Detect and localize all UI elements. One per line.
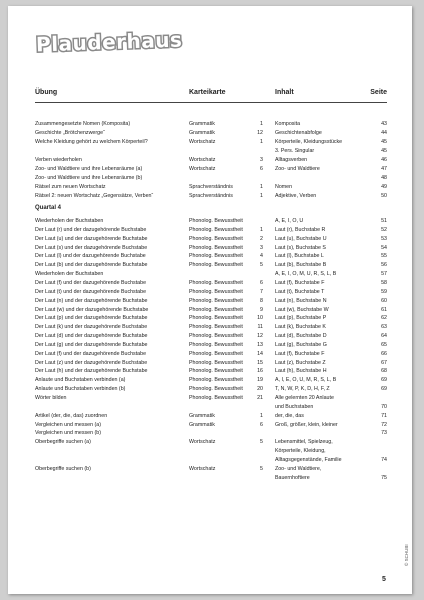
cell-ubung: Der Laut (f) und der dazugehörende Buchstabe — [35, 279, 147, 286]
header-seite: Seite — [370, 89, 387, 96]
cell-karteikarte: Phonolog. Bewusstheit — [189, 226, 243, 233]
cell-karteikarte: Phonolog. Bewusstheit — [189, 253, 243, 260]
plauderhaus-logo — [32, 27, 183, 57]
cell-karteikarte: Grammatik — [189, 121, 215, 127]
cell-inhalt: Laut (u), Buchstabe U — [275, 235, 327, 242]
cell-card-number: 15 — [257, 359, 263, 366]
cell-karteikarte: Wortschatz — [189, 157, 216, 163]
cell-ubung: Wiederholen der Buchstaben — [35, 218, 104, 224]
table-row — [35, 359, 387, 368]
cell-inhalt: der, die, das — [275, 412, 304, 419]
cell-card-number: 1 — [260, 226, 263, 233]
cell-seite: 48 — [381, 175, 387, 181]
table-row — [35, 350, 387, 359]
cell-seite: 59 — [381, 288, 387, 295]
table-row — [35, 261, 387, 270]
document-page — [8, 6, 412, 594]
cell-inhalt: Laut (w), Buchstabe W — [275, 306, 329, 313]
cell-seite: 46 — [381, 157, 387, 163]
table-row — [35, 244, 387, 253]
cell-inhalt: Laut (r), Buchstabe R — [275, 226, 326, 233]
cell-inhalt: Laut (k), Buchstabe K — [275, 324, 326, 331]
table-row — [35, 367, 387, 376]
cell-inhalt: Groß, größer, klein, kleiner — [275, 421, 338, 428]
table-row — [35, 147, 387, 156]
cell-inhalt: Körperteile, Kleidung, — [275, 448, 326, 455]
cell-seite: 67 — [381, 359, 387, 366]
cell-ubung: Der Laut (u) und der dazugehörende Buchstabe — [35, 235, 148, 242]
cell-karteikarte: Phonolog. Bewusstheit — [189, 386, 243, 393]
cell-seite: 51 — [381, 218, 387, 224]
table-row — [35, 341, 387, 350]
cell-ubung: Der Laut (n) und der dazugehörende Buchstabe — [35, 297, 148, 304]
cell-ubung: Der Laut (k) und der dazugehörende Buchstabe — [35, 324, 148, 331]
cell-seite: 73 — [381, 430, 387, 437]
cell-inhalt: Geschichtenabfolge — [275, 130, 322, 136]
table-row — [35, 438, 387, 447]
cell-ubung: Wiederholen der Buchstaben — [35, 271, 104, 278]
cell-seite: 74 — [381, 456, 387, 463]
cell-inhalt: Adjektive, Verben — [275, 193, 317, 199]
cell-card-number: 12 — [257, 333, 263, 340]
cell-seite: 45 — [381, 148, 387, 154]
cell-ubung: Der Laut (z) und der dazugehörende Buchstabe — [35, 359, 148, 366]
cell-card-number: 1 — [260, 121, 263, 127]
cell-inhalt: Laut (g), Buchstabe G — [275, 341, 327, 348]
cell-seite: 70 — [381, 403, 387, 410]
cell-inhalt: Laut (t), Buchstabe T — [275, 288, 325, 295]
logo-text: Plauderhaus — [35, 27, 183, 57]
table-row — [35, 138, 387, 147]
cell-ubung: Der Laut (p) und der dazugehörende Buchstabe — [35, 315, 148, 322]
cell-card-number: 11 — [257, 324, 263, 331]
cell-card-number: 1 — [260, 193, 263, 199]
cell-karteikarte: Phonolog. Bewusstheit — [189, 350, 243, 357]
cell-ubung: Der Laut (t) und der dazugehörende Buchstabe — [35, 288, 147, 295]
cell-ubung: Artikel (der, die, das) zuordnen — [35, 412, 108, 419]
cell-karteikarte: Sprachverständnis — [189, 184, 233, 190]
cell-seite: 64 — [381, 333, 387, 340]
cell-seite: 69 — [381, 377, 387, 384]
cell-card-number: 21 — [257, 395, 263, 401]
cell-ubung: Wörter bilden — [35, 395, 67, 401]
table-row — [35, 235, 387, 244]
cell-seite: 50 — [381, 193, 387, 199]
cell-card-number: 3 — [260, 244, 263, 251]
cell-card-number: 12 — [257, 130, 263, 136]
table-row — [35, 412, 387, 421]
cell-karteikarte: Phonolog. Bewusstheit — [189, 377, 243, 384]
cell-inhalt: und Buchstaben — [275, 403, 314, 410]
cell-inhalt: Nomen — [275, 184, 293, 190]
table-row — [35, 120, 387, 129]
table-row — [35, 376, 387, 385]
cell-inhalt: Zoo- und Waldtiere, — [275, 465, 322, 472]
cell-ubung: Der Laut (f) und der dazugehörende Buchstabe — [35, 350, 147, 357]
cell-inhalt: A, E, I, O, M, U, R, S, L, B — [275, 271, 337, 278]
cell-inhalt: Laut (b), Buchstabe B — [275, 262, 327, 269]
cell-inhalt: T, N, W, P, K, D, H, F, Z — [275, 386, 330, 393]
header-divider — [35, 102, 387, 103]
table-row — [35, 297, 387, 306]
cell-karteikarte: Wortschatz — [189, 439, 216, 446]
cell-seite: 62 — [381, 315, 387, 322]
cell-karteikarte: Phonolog. Bewusstheit — [189, 288, 243, 295]
cell-ubung: Der Laut (w) und der dazugehörende Buchstabe — [35, 306, 149, 313]
cell-inhalt: Zoo- und Waldtiere — [275, 166, 320, 172]
table-row — [35, 270, 387, 279]
page-number: 5 — [382, 576, 386, 583]
cell-inhalt: Laut (p), Buchstabe P — [275, 315, 327, 322]
cell-inhalt: Körperteile, Kleidungsstücke — [275, 139, 343, 145]
cell-seite: 44 — [381, 130, 387, 136]
cell-karteikarte: Phonolog. Bewusstheit — [189, 262, 243, 269]
table-row — [35, 156, 387, 165]
cell-ubung: Vergleichen und messen (b) — [35, 430, 101, 437]
cell-card-number: 5 — [260, 262, 263, 269]
table-row — [35, 192, 387, 201]
table-row — [35, 447, 387, 456]
cell-ubung: Anlaute und Buchstaben verbinden (a) — [35, 377, 126, 384]
cell-inhalt: Laut (f), Buchstabe F — [275, 350, 325, 357]
cell-ubung: Der Laut (d) und der dazugehörende Buchstabe — [35, 333, 148, 340]
cell-card-number: 6 — [260, 421, 263, 428]
cell-inhalt: Bauernhoftiere — [275, 474, 310, 481]
cell-seite: 57 — [381, 271, 387, 278]
table-row — [35, 306, 387, 315]
cell-karteikarte: Phonolog. Bewusstheit — [189, 297, 243, 304]
cell-karteikarte: Phonolog. Bewusstheit — [189, 324, 243, 331]
cell-ubung: Welche Kleidung gehört zu welchem Körperteil? — [35, 139, 148, 145]
cell-seite: 56 — [381, 262, 387, 269]
table-row — [35, 314, 387, 323]
table-row — [35, 226, 387, 235]
cell-inhalt: Lebensmittel, Spielzeug, — [275, 439, 333, 446]
table-row — [35, 288, 387, 297]
table-row — [35, 456, 387, 465]
table-row — [35, 332, 387, 341]
table-row — [35, 174, 387, 183]
cell-card-number: 2 — [260, 235, 263, 242]
cell-karteikarte: Phonolog. Bewusstheit — [189, 359, 243, 366]
cell-karteikarte: Phonolog. Bewusstheit — [189, 315, 243, 322]
cell-card-number: 5 — [260, 439, 263, 446]
cell-karteikarte: Wortschatz — [189, 166, 216, 172]
cell-seite: 60 — [381, 297, 387, 304]
table-row — [35, 394, 387, 403]
cell-card-number: 5 — [260, 465, 263, 472]
cell-karteikarte: Phonolog. Bewusstheit — [189, 341, 243, 348]
table-header — [35, 86, 387, 100]
cell-karteikarte: Grammatik — [189, 421, 215, 428]
cell-karteikarte: Phonolog. Bewusstheit — [189, 368, 243, 375]
table-row — [35, 165, 387, 174]
cell-ubung: Geschichte „Brötchenzwerge“ — [35, 130, 105, 136]
cell-card-number: 9 — [260, 306, 263, 313]
table-row — [35, 279, 387, 288]
cell-inhalt: Alltagsgegenstände, Familie — [275, 456, 342, 463]
cell-card-number: 7 — [260, 288, 263, 295]
cell-seite: 66 — [381, 350, 387, 357]
cell-inhalt: 3. Pers. Singular — [275, 148, 315, 154]
cell-karteikarte: Sprachverständnis — [189, 193, 233, 199]
cell-card-number: 13 — [257, 341, 263, 348]
cell-card-number: 8 — [260, 297, 263, 304]
cell-ubung: Der Laut (r) und der dazugehörende Buchstabe — [35, 226, 147, 233]
cell-ubung: Zoo- und Waldtiere und ihre Lebensräume (b) — [35, 175, 143, 181]
cell-inhalt: Laut (d), Buchstabe D — [275, 333, 327, 340]
cell-card-number: 20 — [257, 386, 263, 393]
cell-ubung: Der Laut (s) und der dazugehörende Buchstabe — [35, 244, 148, 251]
cell-card-number: 1 — [260, 184, 263, 190]
cell-ubung: Vergleichen und messen (a) — [35, 421, 101, 428]
cell-seite: 47 — [381, 166, 387, 172]
cell-seite: 68 — [381, 368, 387, 375]
cell-karteikarte: Phonolog. Bewusstheit — [189, 218, 243, 224]
cell-inhalt: Laut (n), Buchstabe N — [275, 297, 327, 304]
cell-seite: 53 — [381, 235, 387, 242]
cell-karteikarte: Wortschatz — [189, 465, 216, 472]
cell-seite: 55 — [381, 253, 387, 260]
cell-seite: 52 — [381, 226, 387, 233]
cell-seite: 75 — [381, 474, 387, 481]
table-row — [35, 385, 387, 394]
cell-karteikarte: Wortschatz — [189, 139, 216, 145]
table-row — [35, 183, 387, 192]
table-row — [35, 421, 387, 430]
header-ubung: Übung — [35, 89, 58, 96]
cell-seite: 63 — [381, 324, 387, 331]
table-row — [35, 474, 387, 483]
cell-seite: 61 — [381, 306, 387, 313]
cell-ubung: Der Laut (b) und der dazugehörende Buchstabe — [35, 262, 148, 269]
cell-inhalt: Alltagsverben — [275, 157, 308, 163]
table-row — [35, 252, 387, 261]
cell-ubung: Der Laut (l) und der dazugehörende Buchstabe — [35, 253, 146, 260]
cell-card-number: 10 — [257, 315, 263, 322]
cell-card-number: 6 — [260, 166, 263, 172]
cell-ubung: Zoo- und Waldtiere und ihre Lebensräume (a) — [35, 166, 143, 172]
cell-card-number: 1 — [260, 412, 263, 419]
cell-karteikarte: Grammatik — [189, 412, 215, 419]
table-row — [35, 323, 387, 332]
header-karteikarte: Karteikarte — [189, 89, 226, 96]
cell-karteikarte: Phonolog. Bewusstheit — [189, 244, 243, 251]
cell-ubung: Der Laut (g) und der dazugehörende Buchstabe — [35, 341, 148, 348]
copyright-notice: © SCHUBI — [404, 544, 409, 566]
cell-inhalt: A, E, I, O, U — [275, 218, 304, 224]
cell-karteikarte: Phonolog. Bewusstheit — [189, 279, 243, 286]
cell-inhalt: Alle gelernten 20 Anlaute — [275, 395, 334, 401]
cell-ubung: Rätsel zum neuen Wortschatz — [35, 184, 106, 190]
cell-inhalt: Laut (z), Buchstabe Z — [275, 359, 326, 366]
table-row — [35, 129, 387, 138]
cell-ubung: Zusammengesetzte Nomen (Komposita) — [35, 121, 131, 127]
cell-seite: 45 — [381, 139, 387, 145]
table-row — [35, 403, 387, 412]
cell-card-number: 16 — [257, 368, 263, 375]
table-row — [35, 217, 387, 226]
cell-inhalt: Laut (h), Buchstabe H — [275, 368, 327, 375]
cell-ubung: Oberbegriffe suchen (a) — [35, 439, 91, 446]
cell-card-number: 19 — [257, 377, 263, 384]
cell-seite: 58 — [381, 279, 387, 286]
cell-seite: 49 — [381, 184, 387, 190]
cell-inhalt: Komposita — [275, 121, 301, 127]
cell-card-number: 14 — [257, 350, 263, 357]
cell-seite: 72 — [381, 421, 387, 428]
cell-seite: 65 — [381, 341, 387, 348]
header-inhalt: Inhalt — [275, 89, 294, 96]
section-heading: Quartal 4 — [35, 205, 62, 211]
cell-karteikarte: Phonolog. Bewusstheit — [189, 395, 243, 401]
table-row — [35, 465, 387, 474]
cell-inhalt: Laut (l), Buchstabe L — [275, 253, 324, 260]
cell-ubung: Rätsel 2: neuen Wortschatz „Gegensätze, Verben“ — [35, 193, 154, 199]
cell-card-number: 6 — [260, 279, 263, 286]
cell-inhalt: Laut (s), Buchstabe S — [275, 244, 326, 251]
cell-ubung: Oberbegriffe suchen (b) — [35, 465, 91, 472]
cell-karteikarte: Phonolog. Bewusstheit — [189, 306, 243, 313]
cell-inhalt: Laut (f), Buchstabe F — [275, 279, 325, 286]
cell-karteikarte: Phonolog. Bewusstheit — [189, 333, 243, 340]
cell-inhalt: A, I, E, O, U, M, R, S, L, B — [275, 377, 337, 384]
cell-seite: 71 — [381, 412, 387, 419]
cell-ubung: Anlaute und Buchstaben verbinden (b) — [35, 386, 126, 393]
cell-ubung: Verben wiederholen — [35, 157, 82, 163]
cell-card-number: 1 — [260, 139, 263, 145]
cell-seite: 54 — [381, 244, 387, 251]
cell-karteikarte: Phonolog. Bewusstheit — [189, 235, 243, 242]
cell-card-number: 3 — [260, 157, 263, 163]
cell-seite: 69 — [381, 386, 387, 393]
cell-karteikarte: Grammatik — [189, 130, 215, 136]
cell-ubung: Der Laut (h) und der dazugehörende Buchstabe — [35, 368, 148, 375]
cell-card-number: 4 — [260, 253, 263, 260]
table-row — [35, 429, 387, 438]
cell-seite: 43 — [381, 121, 387, 127]
